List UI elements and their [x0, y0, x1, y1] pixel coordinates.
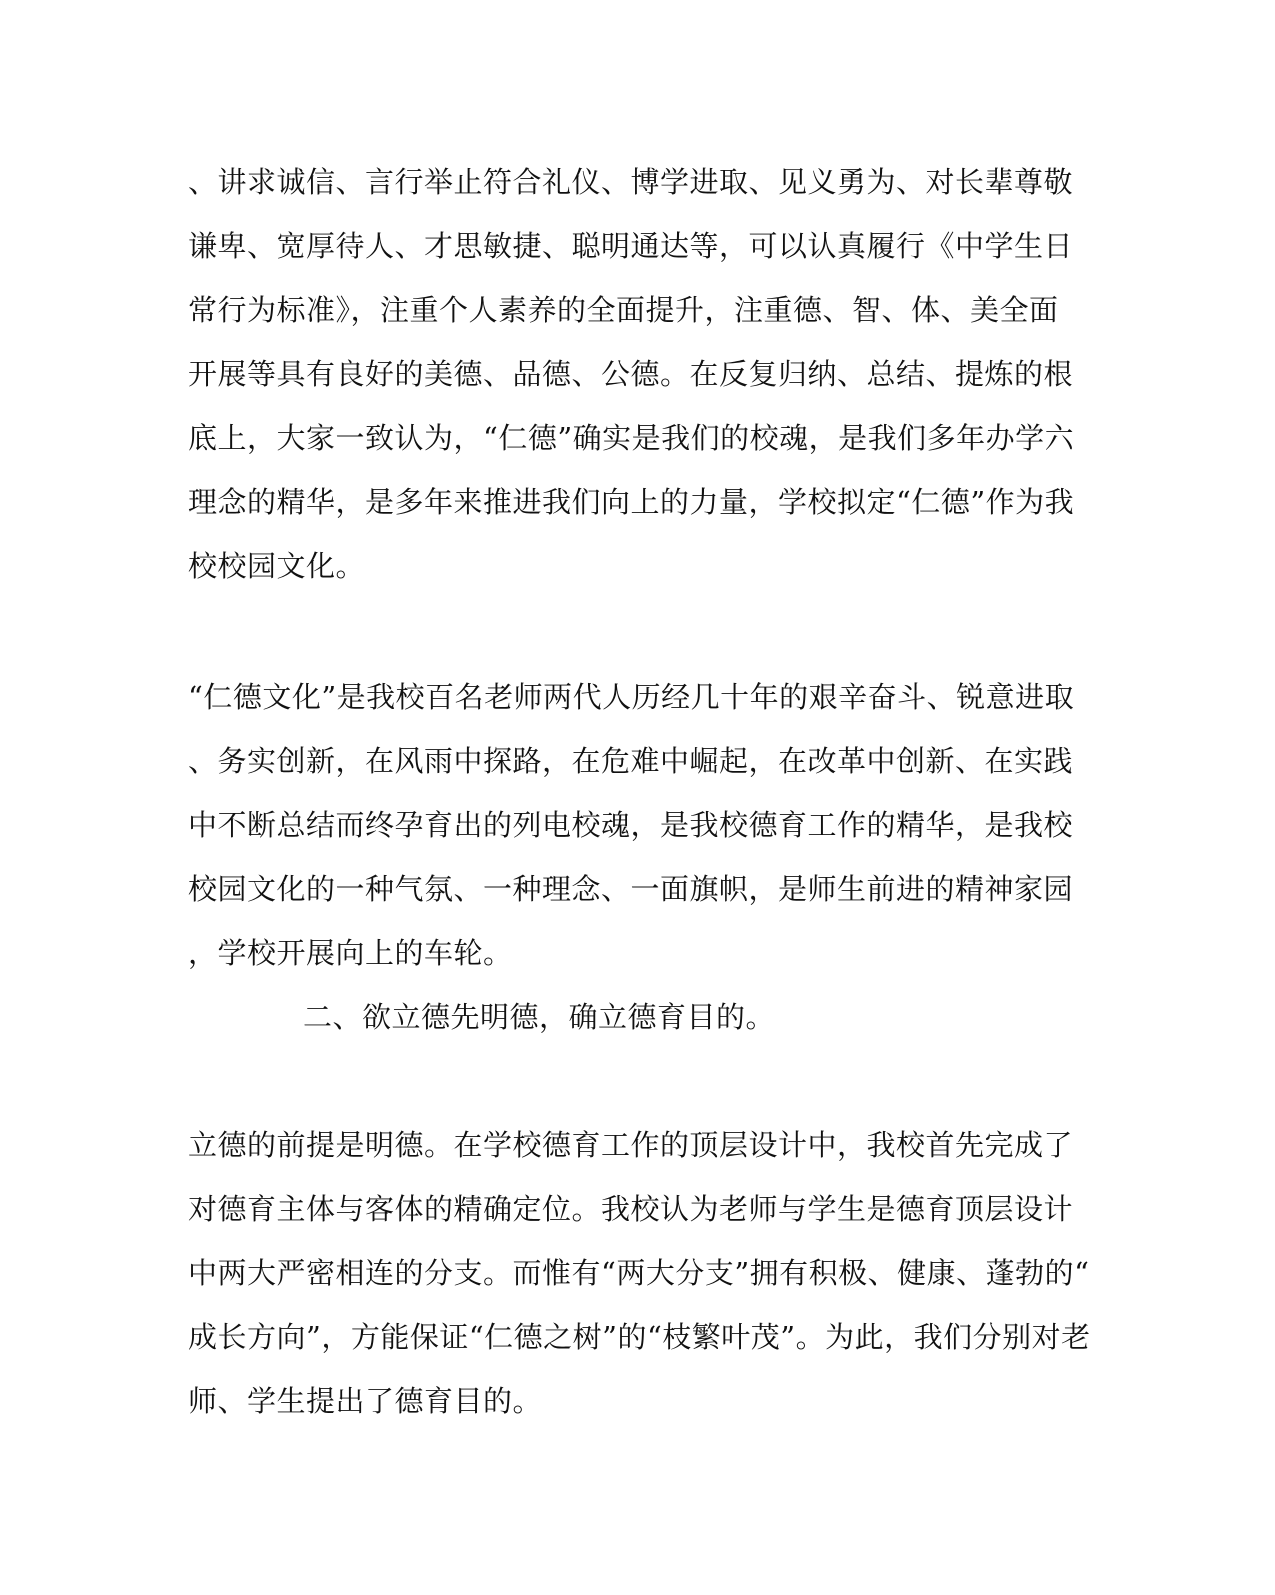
paragraph-renDe-culture [188, 665, 1075, 985]
text-line: 校校园文化。 [188, 549, 366, 583]
text-line: 、务实创新，在风雨中探路，在危难中崛起，在改革中创新、在实践 [188, 744, 1074, 778]
section-heading [303, 985, 1063, 1049]
text-line: 立德的前提是明德。在学校德育工作的顶层设计中，我校首先完成了 [188, 1128, 1074, 1162]
text-line: 底上，大家一致认为，“仁德”确实是我们的校魂，是我们多年办学六 [188, 421, 1075, 455]
text-line: 、讲求诚信、言行举止符合礼仪、博学进取、见义勇为、对长辈尊敬 [188, 165, 1074, 199]
text-line: 校园文化的一种气氛、一种理念、一面旗帜，是师生前进的精神家园 [188, 872, 1074, 906]
heading-text: 二、欲立德先明德，确立德育目的。 [303, 1000, 776, 1034]
text-line: 常行为标准》，注重个人素养的全面提升，注重德、智、体、美全面 [188, 293, 1059, 327]
text-line: “仁德文化”是我校百名老师两代人历经几十年的艰辛奋斗、锐意进取 [188, 680, 1075, 714]
paragraph-moral-goals [188, 1113, 1091, 1433]
text-line: 中不断总结而终孕育出的列电校魂，是我校德育工作的精华，是我校 [188, 808, 1074, 842]
text-line: 师、学生提出了德育目的。 [188, 1384, 543, 1418]
text-line: 中两大严密相连的分支。而惟有“两大分支”拥有积极、健康、蓬勃的“ [188, 1256, 1090, 1290]
text-line: 对德育主体与客体的精确定位。我校认为老师与学生是德育顶层设计 [188, 1192, 1074, 1226]
text-line: 谦卑、宽厚待人、才思敏捷、聪明通达等，可以认真履行《中学生日 [188, 229, 1074, 263]
text-line: ，学校开展向上的车轮。 [188, 936, 513, 970]
paragraph-virtue-summary [188, 150, 1075, 598]
text-line: 理念的精华，是多年来推进我们向上的力量，学校拟定“仁德”作为我 [188, 485, 1075, 519]
text-line: 开展等具有良好的美德、品德、公德。在反复归纳、总结、提炼的根 [188, 357, 1074, 391]
text-line: 成长方向”，方能保证“仁德之树”的“枝繁叶茂”。为此，我们分别对老 [188, 1320, 1091, 1354]
